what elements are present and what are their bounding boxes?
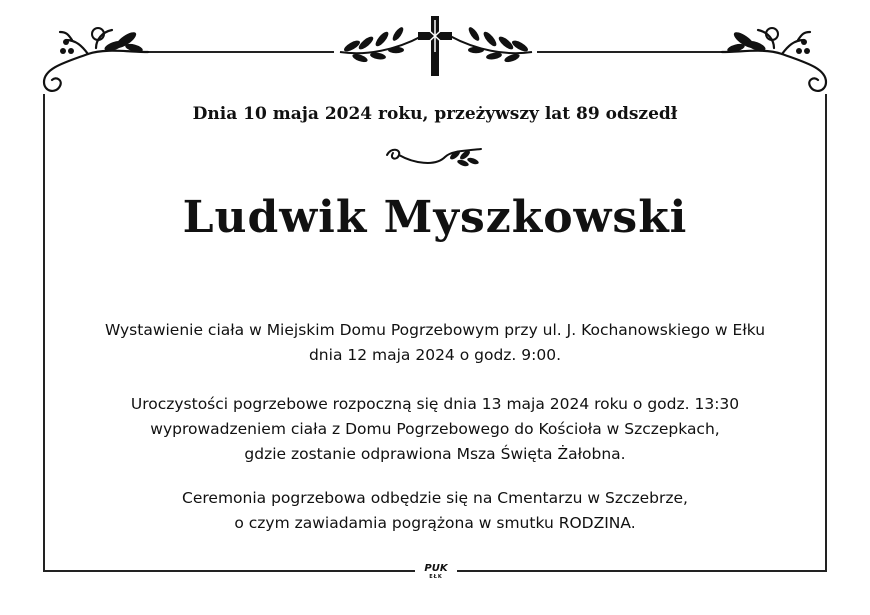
ceremony-line: Uroczystości pogrzebowe rozpoczną się dnia 13 maja 2024 roku o godz. 13:30 (130, 395, 740, 413)
ceremony-line: wyprowadzeniem ciała z Domu Pogrzebowego do Kościoła w Szczepkach, (150, 420, 720, 438)
intro-line: Dnia 10 maja 2024 roku, przeżywszy lat 89 odszedł (192, 104, 678, 124)
logo-text: PUK (424, 563, 448, 574)
flourish-divider-icon (385, 143, 485, 173)
deceased-name: Ludwik Myszkowski (182, 192, 688, 243)
viewing-paragraph (50, 318, 820, 368)
frame-border-bottom-right (457, 570, 827, 572)
ceremony-paragraph (50, 392, 820, 467)
laurel-branch-right-icon (446, 16, 536, 66)
top-rule-right (537, 51, 723, 53)
burial-line: Ceremonia pogrzebowa odbędzie się na Cmentarzu w Szczebrze, (182, 489, 688, 507)
burial-line: o czym zawiadamia pogrążona w smutku RODZINA. (234, 514, 636, 532)
flourish-corner-right-icon (714, 18, 834, 98)
puk-logo (418, 564, 454, 580)
top-rule-left (148, 51, 334, 53)
frame-border-bottom-left (43, 570, 415, 572)
frame-border-left (43, 94, 45, 571)
frame-border-right (825, 94, 827, 571)
flourish-corner-left-icon (36, 18, 156, 98)
laurel-branch-left-icon (336, 16, 426, 66)
cross-icon (414, 14, 456, 78)
ceremony-line: gdzie zostanie odprawiona Msza Święta Żałobna. (244, 445, 626, 463)
viewing-line: dnia 12 maja 2024 o godz. 9:00. (308, 346, 562, 364)
viewing-line: Wystawienie ciała w Miejskim Domu Pogrzebowym przy ul. J. Kochanowskiego w Ełku (104, 321, 766, 339)
logo-subtext: EŁK (429, 574, 443, 580)
burial-paragraph (50, 486, 820, 536)
